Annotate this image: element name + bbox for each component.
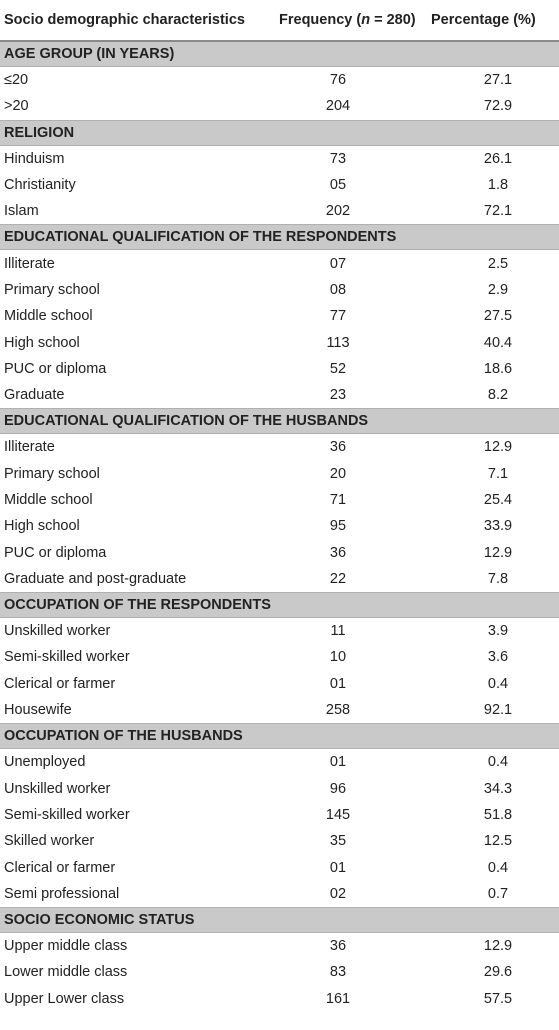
header-frequency-suffix: = 280)	[370, 12, 416, 28]
row-frequency: 01	[329, 859, 347, 876]
table-row	[0, 539, 559, 565]
table-body	[0, 41, 559, 1012]
row-frequency: 204	[325, 98, 351, 115]
row-label: Middle school	[4, 308, 93, 325]
row-frequency: 52	[329, 360, 347, 377]
table-row	[0, 329, 559, 355]
row-frequency: 77	[329, 308, 347, 325]
row-percentage: 12.9	[483, 544, 513, 561]
row-percentage: 27.5	[483, 308, 513, 325]
table-row	[0, 461, 559, 487]
row-frequency: 10	[329, 649, 347, 666]
row-label: >20	[4, 98, 29, 115]
row-label: Upper middle class	[4, 938, 128, 955]
row-frequency: 95	[329, 518, 347, 535]
section-header-row	[0, 409, 559, 434]
row-percentage: 2.9	[487, 281, 509, 298]
table-row	[0, 854, 559, 880]
row-percentage: 51.8	[483, 806, 513, 823]
row-label: High school	[4, 334, 80, 351]
row-percentage: 2.5	[487, 255, 509, 272]
row-percentage: 12.9	[483, 938, 513, 955]
row-label: Semi professional	[4, 885, 120, 902]
table-row	[0, 382, 559, 409]
row-label: Clerical or farmer	[4, 859, 116, 876]
row-percentage: 33.9	[483, 518, 513, 535]
row-frequency: 23	[329, 387, 347, 404]
row-label: Skilled worker	[4, 833, 95, 850]
row-frequency: 83	[329, 964, 347, 981]
table-row	[0, 198, 559, 225]
row-percentage: 27.1	[483, 72, 513, 89]
row-label: Illiterate	[4, 439, 55, 456]
row-frequency: 05	[329, 177, 347, 194]
row-frequency: 11	[330, 623, 346, 640]
row-label: Middle school	[4, 492, 93, 508]
row-label: Primary school	[4, 465, 100, 482]
row-label: Upper Lower class	[4, 990, 125, 1007]
table-row	[0, 933, 559, 960]
table-row	[0, 776, 559, 802]
row-label: ≤20	[4, 72, 29, 89]
section-title: EDUCATIONAL QUALIFICATION OF THE HUSBANDS	[0, 409, 559, 434]
row-percentage: 7.8	[487, 570, 509, 587]
table-header	[0, 0, 559, 41]
row-frequency: 01	[329, 754, 347, 771]
section-header-row	[0, 41, 559, 67]
section-title: OCCUPATION OF THE RESPONDENTS	[0, 593, 559, 618]
row-percentage: 7.1	[487, 465, 509, 482]
header-frequency	[279, 0, 431, 41]
row-percentage: 12.9	[483, 439, 513, 456]
table-row	[0, 881, 559, 908]
section-header-row	[0, 120, 559, 145]
row-frequency: 202	[325, 203, 351, 220]
row-label: Primary school	[4, 281, 100, 298]
row-label: Graduate	[4, 387, 65, 404]
row-percentage: 1.8	[487, 177, 509, 194]
table-row	[0, 250, 559, 277]
row-percentage: 0.4	[487, 859, 509, 876]
row-percentage: 72.1	[483, 203, 513, 220]
row-percentage: 0.4	[487, 675, 509, 692]
table-row	[0, 93, 559, 120]
table-row	[0, 644, 559, 670]
header-row	[0, 0, 559, 41]
table-row	[0, 566, 559, 593]
table-row	[0, 749, 559, 776]
row-frequency: 96	[329, 780, 347, 797]
row-frequency: 22	[329, 570, 347, 587]
section-header-row	[0, 593, 559, 618]
table-row	[0, 697, 559, 724]
table-row	[0, 986, 559, 1012]
table-row	[0, 434, 559, 461]
table-row	[0, 145, 559, 172]
row-percentage: 8.2	[487, 387, 509, 404]
row-percentage: 18.6	[483, 360, 513, 377]
row-frequency: 258	[325, 702, 351, 719]
table-row	[0, 959, 559, 985]
table-row	[0, 828, 559, 854]
row-percentage: 57.5	[483, 990, 513, 1007]
row-frequency: 07	[329, 255, 347, 272]
row-percentage: 0.4	[487, 754, 509, 771]
row-label: Unskilled worker	[4, 623, 111, 640]
row-frequency: 36	[329, 544, 347, 561]
row-frequency: 161	[325, 990, 351, 1007]
row-frequency: 02	[329, 885, 347, 902]
row-label: Housewife	[4, 702, 72, 719]
row-frequency: 36	[329, 938, 347, 955]
row-percentage: 3.6	[487, 649, 509, 666]
row-label: Clerical or farmer	[4, 675, 116, 692]
row-frequency: 01	[329, 675, 347, 692]
row-label: Semi-skilled worker	[4, 649, 130, 666]
row-percentage: 25.4	[483, 492, 513, 508]
table-row	[0, 513, 559, 539]
header-frequency-prefix: Frequency (	[279, 12, 362, 28]
row-percentage: 0.7	[487, 885, 509, 902]
row-label: High school	[4, 518, 80, 535]
section-title: OCCUPATION OF THE HUSBANDS	[0, 724, 559, 749]
row-label: PUC or diploma	[4, 360, 107, 377]
header-frequency-n: n	[361, 12, 371, 28]
table-row	[0, 277, 559, 303]
section-title: RELIGION	[0, 120, 559, 145]
row-frequency: 36	[329, 439, 347, 456]
row-label: Illiterate	[4, 255, 55, 272]
table-row	[0, 802, 559, 828]
table-row	[0, 356, 559, 382]
section-title: SOCIO ECONOMIC STATUS	[0, 908, 559, 933]
row-label: Hinduism	[4, 150, 65, 167]
row-percentage: 40.4	[483, 334, 513, 351]
row-frequency: 08	[329, 281, 347, 298]
row-label: PUC or diploma	[4, 544, 107, 561]
row-percentage: 92.1	[483, 702, 513, 719]
row-label: Unskilled worker	[4, 780, 111, 797]
row-label: Semi-skilled worker	[4, 806, 130, 823]
row-frequency: 113	[326, 334, 350, 351]
row-frequency: 73	[329, 150, 347, 167]
row-frequency: 145	[325, 806, 351, 823]
header-characteristics: Socio demographic characteristics	[0, 0, 279, 41]
table-row	[0, 618, 559, 645]
row-percentage: 12.5	[483, 833, 513, 850]
row-frequency: 20	[329, 465, 347, 482]
row-percentage: 72.9	[483, 98, 513, 115]
row-percentage: 3.9	[487, 623, 509, 640]
row-label: Graduate and post-graduate	[4, 570, 187, 587]
section-header-row	[0, 225, 559, 250]
row-percentage: 26.1	[483, 150, 513, 167]
table-row	[0, 671, 559, 697]
header-percentage: Percentage (%)	[431, 0, 559, 41]
section-title: AGE GROUP (IN YEARS)	[0, 41, 559, 67]
section-title: EDUCATIONAL QUALIFICATION OF THE RESPONDENTS	[0, 225, 559, 250]
row-label: Lower middle class	[4, 964, 128, 981]
row-label: Islam	[4, 203, 39, 220]
row-frequency: 35	[329, 833, 347, 850]
row-percentage: 34.3	[483, 780, 513, 797]
table-row	[0, 67, 559, 94]
table-row	[0, 172, 559, 198]
row-label: Unemployed	[4, 754, 86, 771]
row-frequency: 71	[329, 492, 347, 508]
row-percentage: 29.6	[483, 964, 513, 981]
row-label: Christianity	[4, 177, 76, 194]
row-frequency: 76	[329, 72, 347, 89]
table-row	[0, 303, 559, 329]
section-header-row	[0, 908, 559, 933]
section-header-row	[0, 724, 559, 749]
table-row	[0, 487, 559, 513]
